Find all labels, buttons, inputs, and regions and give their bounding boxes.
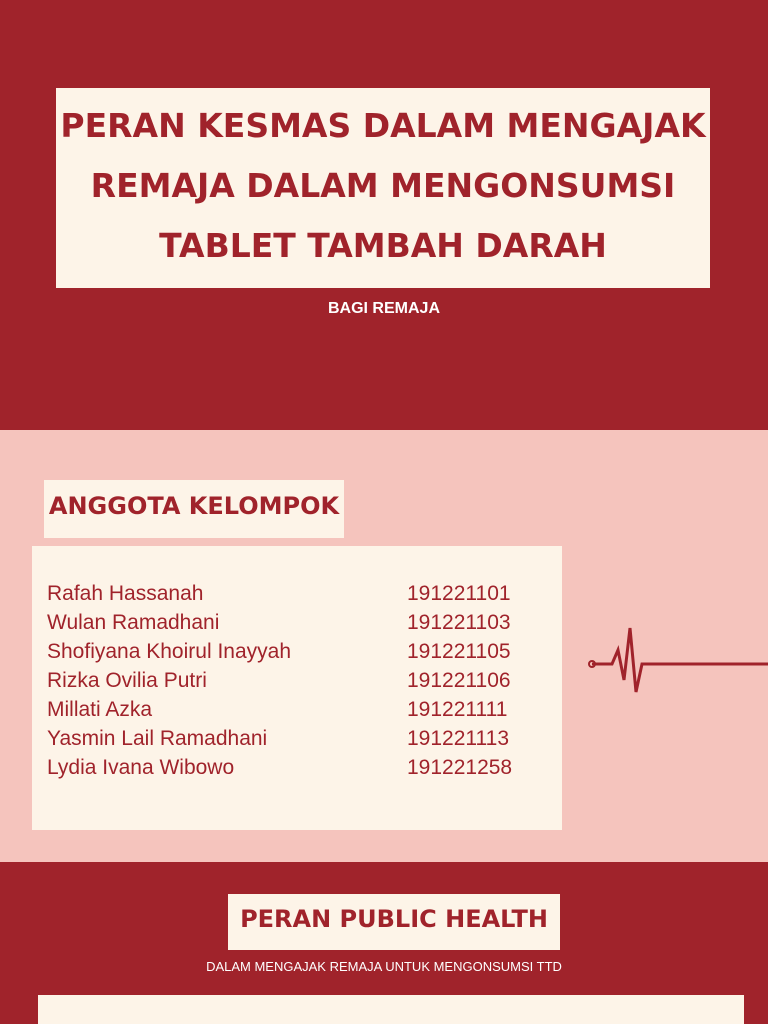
member-row: [47, 727, 547, 755]
member-row: [47, 611, 547, 639]
title-box: [56, 88, 710, 288]
member-id: 191221103: [407, 611, 511, 634]
content-card: [38, 995, 744, 1024]
member-row: [47, 756, 547, 784]
member-row: [47, 582, 547, 610]
member-name: Millati Azka: [47, 698, 153, 721]
member-row: [47, 669, 547, 697]
title-line-1: PERAN KESMAS DALAM MENGAJAK: [60, 106, 706, 145]
public-health-heading: PERAN PUBLIC HEALTH: [240, 905, 548, 933]
member-id: 191221105: [407, 640, 511, 663]
member-name: Wulan Ramadhani: [47, 611, 220, 634]
member-id: 191221101: [407, 582, 511, 605]
member-row: [47, 640, 547, 668]
member-id: 191221258: [407, 756, 513, 779]
public-health-heading-box: [228, 894, 560, 950]
member-name: Lydia Ivana Wibowo: [47, 756, 235, 779]
member-name: Shofiyana Khoirul Inayyah: [47, 640, 291, 663]
title-line-3: TABLET TAMBAH DARAH: [159, 226, 607, 265]
member-id: 191221106: [407, 669, 511, 692]
heartbeat-line-icon: [588, 620, 768, 700]
member-name: Rizka Ovilia Putri: [47, 669, 207, 692]
member-name: Yasmin Lail Ramadhani: [47, 727, 268, 750]
member-id: 191221111: [407, 698, 508, 721]
member-row: [47, 698, 547, 726]
member-name: Rafah Hassanah: [47, 582, 204, 605]
members-heading: ANGGOTA KELOMPOK: [48, 492, 340, 520]
member-id: 191221113: [407, 727, 509, 750]
public-health-subtitle: DALAM MENGAJAK REMAJA UNTUK MENGONSUMSI TTD: [206, 959, 562, 974]
subtitle: BAGI REMAJA: [327, 300, 440, 317]
members-heading-box: [44, 480, 344, 538]
title-line-2: REMAJA DALAM MENGONSUMSI: [90, 166, 676, 205]
